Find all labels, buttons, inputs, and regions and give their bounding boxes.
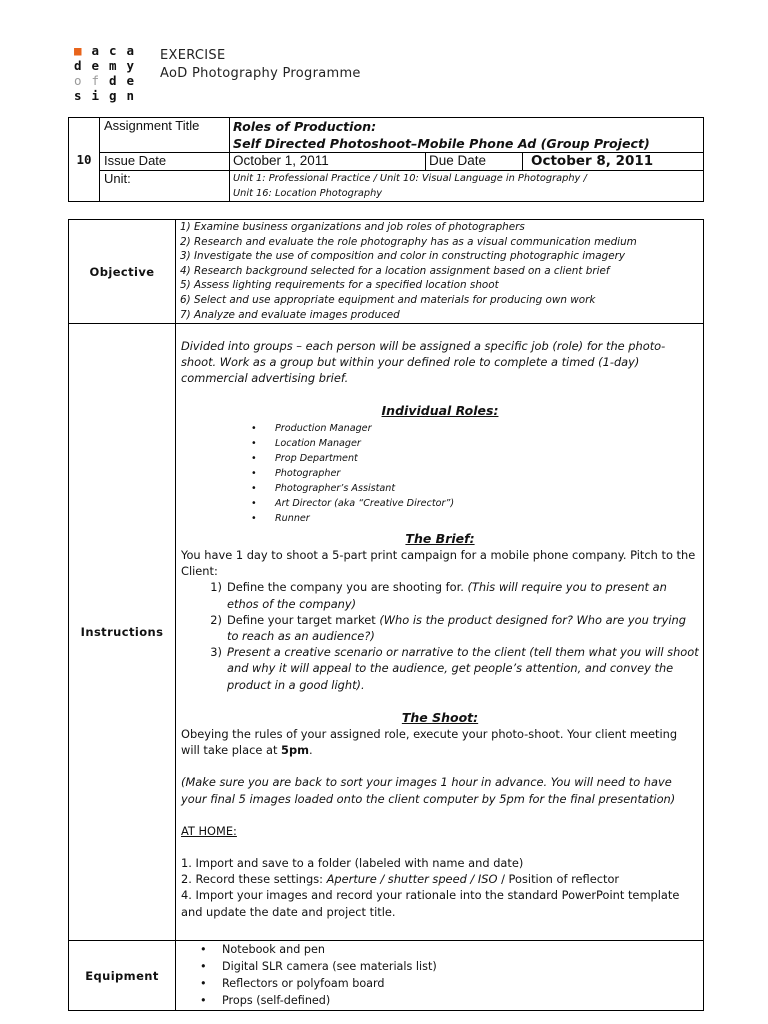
shoot-heading: The Shoot: xyxy=(401,709,479,725)
home-step-2: 2. Record these settings: Aperture / shutter speed / ISO / Position of reflector xyxy=(181,872,620,887)
objective-item: 6) Select and use appropriate equipment and materials for producing own work xyxy=(180,293,596,306)
instructions-label: Instructions xyxy=(69,324,176,941)
objective-item: 7) Analyze and evaluate images produced xyxy=(180,308,400,321)
equipment-list xyxy=(176,941,704,1011)
assignment-title: Roles of Production: Self Directed Photoshoot–Mobile Phone Ad (Group Project) xyxy=(230,118,704,153)
issue-date-label: Issue Date xyxy=(100,153,230,171)
issue-date-value: October 1, 2011 xyxy=(230,153,426,171)
logo-square-icon: ■ xyxy=(74,43,82,58)
shoot-text: Obeying the rules of your assigned role, execute your photo-shoot. Your client meeting will take place at 5pm. xyxy=(181,727,678,758)
role-item: • Art Director (aka “Creative Director”) xyxy=(251,496,699,511)
objective-item: 5) Assess lighting requirements for a specified location shoot xyxy=(180,279,499,292)
brief-heading: The Brief: xyxy=(405,530,475,546)
instructions-intro: Divided into groups – each person will be assigned a specific job (role) for the photo-shoot. Work as a group but within your defined role to complete a timed (1-day) commercial advertising brief. xyxy=(181,339,666,386)
role-item: • Photographer’s Assistant xyxy=(251,481,699,496)
role-item: • Location Manager xyxy=(251,436,699,451)
instructions-body xyxy=(176,324,704,941)
role-item: • Prop Department xyxy=(251,451,699,466)
objective-label: Objective xyxy=(69,220,176,324)
shoot-note: (Make sure you are back to sort your images 1 hour in advance. You will need to have your final 5 images loaded onto the client computer by 5pm for the final presentation) xyxy=(181,775,676,806)
role-item: • Production Manager xyxy=(251,421,699,436)
role-item: • Photographer xyxy=(251,466,699,481)
unit-label: Unit: xyxy=(100,171,230,202)
due-date-label: Due Date xyxy=(426,153,523,171)
brief-step: 3) Present a creative scenario or narrative to the client (tell them what you will shoot and why it will appeal to the audience, get people’s attention, and convey the product in a good light). xyxy=(210,645,699,692)
objective-item: 3) Investigate the use of composition and color in constructing photographic imagery xyxy=(180,250,626,263)
unit-list: Unit 1: Professional Practice / Unit 10: Visual Language in Photography / Unit 16: Location Photography xyxy=(230,171,704,202)
home-step-4: 4. Import your images and record your rationale into the standard PowerPoint template and update the date and project title. xyxy=(181,888,680,919)
roles-heading: Individual Roles: xyxy=(381,402,499,418)
document-header xyxy=(160,47,361,83)
brief-steps xyxy=(181,579,699,692)
objective-list xyxy=(176,220,704,324)
at-home-heading: AT HOME: xyxy=(181,823,237,838)
objective-item: 1) Examine business organizations and job roles of photographers xyxy=(180,221,525,233)
brief-step: 2) Define your target market (Who is the product designed for? Who are you trying to reach as an audience?) xyxy=(210,612,686,644)
exercise-label: EXERCISE xyxy=(160,48,226,63)
assignment-details-table xyxy=(68,219,704,1011)
home-step-1: 1. Import and save to a folder (labeled with name and date) xyxy=(181,856,524,871)
equipment-item: • Digital SLR camera (see materials list) xyxy=(200,958,703,975)
assignment-info-table xyxy=(68,117,704,202)
academy-of-design-logo: ■ a c a d e m y o f d e s i g n xyxy=(74,43,135,103)
programme-name: AoD Photography Programme xyxy=(160,66,361,81)
brief-text: You have 1 day to shoot a 5-part print campaign for a mobile phone company. Pitch to the Client: xyxy=(181,548,696,579)
equipment-item: • Reflectors or polyfoam board xyxy=(200,975,703,992)
brief-step: 1) Define the company you are shooting for. (This will require you to present an ethos of the company) xyxy=(210,580,667,611)
equipment-label: Equipment xyxy=(69,941,176,1011)
assignment-title-label: Assignment Title xyxy=(100,118,230,153)
role-item: • Runner xyxy=(251,511,699,526)
equipment-item: • Props (self-defined) xyxy=(200,992,703,1009)
roles-list xyxy=(181,421,699,526)
equipment-item: • Notebook and pen xyxy=(200,941,703,958)
due-date-value: October 8, 2011 xyxy=(523,153,704,171)
assignment-number: 10 xyxy=(69,118,100,202)
objective-item: 4) Research background selected for a location assignment based on a client brief xyxy=(180,264,610,277)
objective-item: 2) Research and evaluate the role photography has as a visual communication medium xyxy=(180,235,637,248)
